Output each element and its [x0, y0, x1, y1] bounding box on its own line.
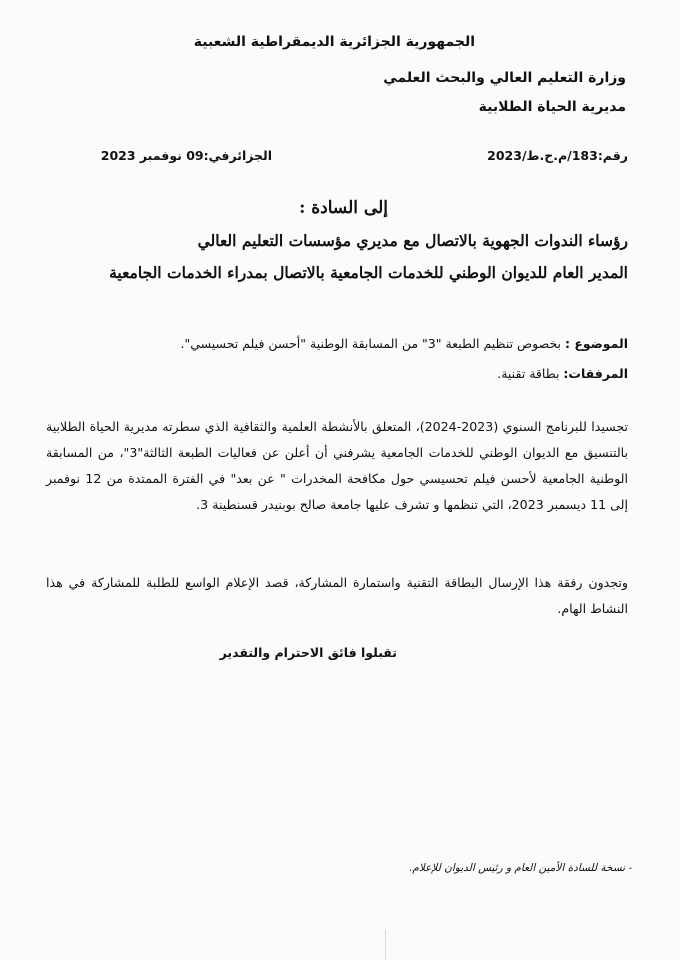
copy-note: - نسخة للسادة الأمين العام و رئيس الديوان للإعلام. — [409, 862, 632, 874]
subject-label: الموضوع : — [564, 336, 628, 351]
body-paragraph-1: تجسيدا للبرنامج السنوي (2023-2024)، المتعلق بالأنشطة العلمية والثقافية الذي سطرته مديرية الحياة الطلابية بالتنسيق مع الديوان الوطني للخدمات الجامعية يشرفني أن أعلن عن فعاليات الطبعة الثالثة"3"، من المسابقة الوطنية الجامعية لأحسن فيلم تحسيسي حول مكافحة المخدرات " عن بعد" في الفترة الممتدة من 12 نوفمبر إلى 11 ديسمبر 2023، التي تنظمها و تشرف عليها جامعة صالح بوبنيدر قسنطينة 3. — [46, 419, 628, 512]
republic-header: الجمهورية الجزائرية الديمقراطية الشعبية — [193, 34, 475, 50]
attachments-line — [497, 366, 628, 381]
directorate-header: مديرية الحياة الطلابية — [478, 99, 626, 115]
body-paragraph-2: وتجدون رفقة هذا الإرسال البطاقة التقنية واستمارة المشاركة، قصد الإعلام الواسع للطلبة للمشاركة في هذا النشاط الهام. — [46, 575, 628, 616]
attachments-text: بطاقة تقنية. — [497, 366, 560, 381]
reference-number: رقم:183/م.ح.ط/2023 — [487, 148, 628, 163]
subject-line — [180, 336, 628, 351]
addressee-line-1: رؤساء الندوات الجهوية بالاتصال مع مديري مؤسسات التعليم العالي — [197, 231, 628, 250]
addressee-heading: إلى السادة : — [299, 198, 388, 218]
paper-fold-mark — [385, 930, 386, 960]
addressee-line-2: المدير العام للديوان الوطني للخدمات الجامعية بالاتصال بمدراء الخدمات الجامعية — [109, 263, 628, 282]
closing-line: تقبلوا فائق الاحترام والتقدير — [219, 645, 397, 660]
attachments-label: المرفقات: — [563, 366, 628, 381]
subject-text: بخصوص تنظيم الطبعة "3" من المسابقة الوطنية "أحسن فيلم تحسيسي". — [180, 336, 561, 351]
date-place: الجزائرفي:09 نوفمبر 2023 — [100, 148, 272, 163]
ministry-header: وزارة التعليم العالي والبحث العلمي — [383, 70, 626, 86]
